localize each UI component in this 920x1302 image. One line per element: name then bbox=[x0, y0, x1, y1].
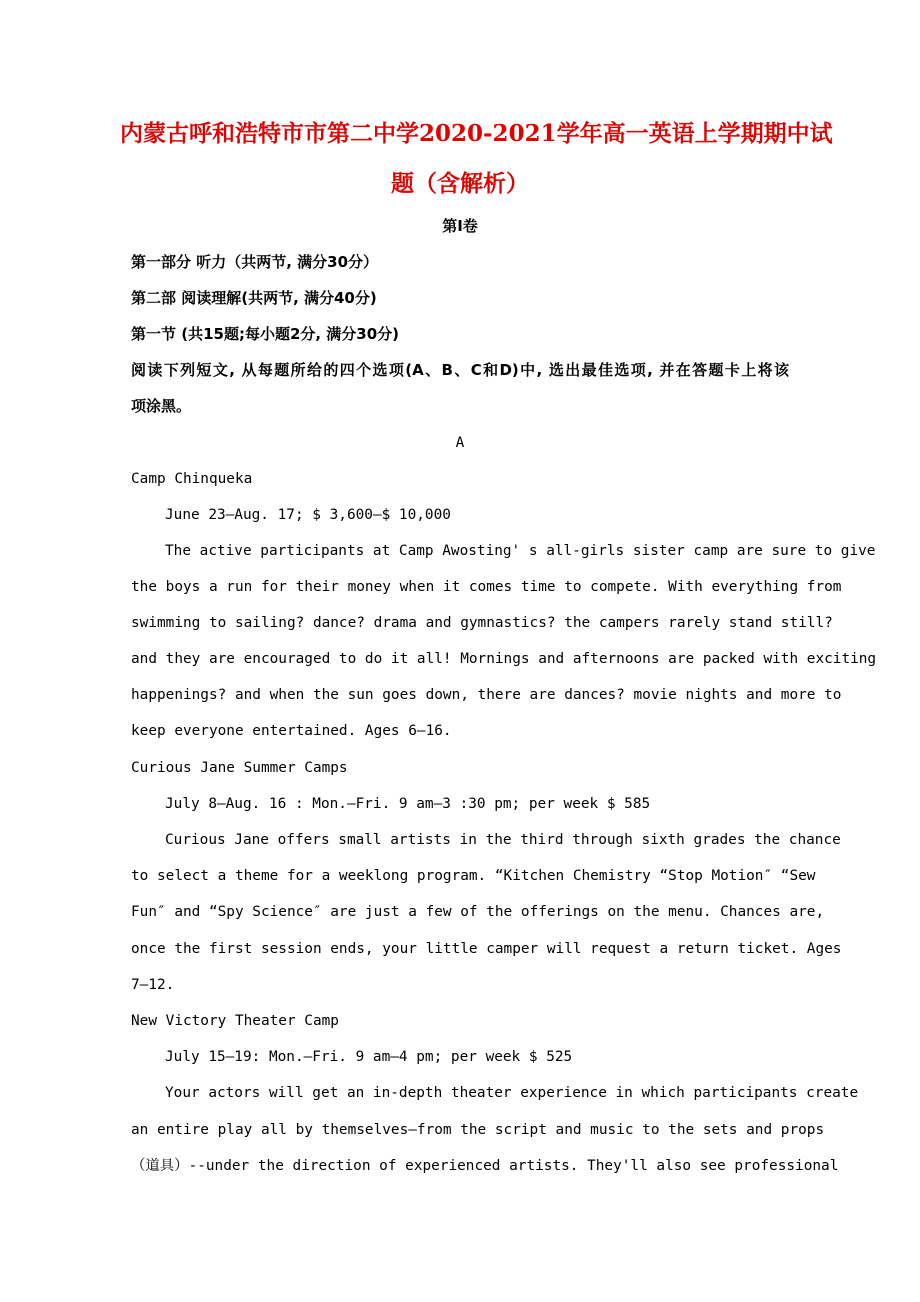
document-title-line-1: 内蒙古呼和浩特市市第二中学2020-2021学年高一英语上学期期中试 bbox=[120, 120, 833, 147]
section-1-heading: 第一节 (共15题;每小题2分, 满分30分) bbox=[131, 325, 400, 343]
camp-description-line: and they are encouraged to do it all! Mornings and afternoons are packed with exciting bbox=[131, 651, 877, 667]
camp-description-line: an entire play all by themselves—from the script and music to the sets and props bbox=[131, 1122, 825, 1138]
camp-description-line: swimming to sailing? dance? drama and gymnastics? the campers rarely stand still? bbox=[131, 615, 833, 631]
passage-label: A bbox=[455, 435, 465, 451]
camp-name: New Victory Theater Camp bbox=[131, 1013, 339, 1029]
camp-details: July 15—19: Mon.—Fri. 9 am—4 pm; per week $ 525 bbox=[165, 1049, 573, 1065]
camp-name: Curious Jane Summer Camps bbox=[131, 760, 348, 776]
camp-details: July 8—Aug. 16 : Mon.—Fri. 9 am—3 :30 pm; per week $ 585 bbox=[165, 796, 651, 812]
instructions-line-2: 项涂黑。 bbox=[131, 397, 192, 415]
part-1-heading: 第一部分 听力（共两节, 满分30分） bbox=[131, 253, 379, 271]
camp-details: June 23—Aug. 17; $ 3,600—$ 10,000 bbox=[165, 507, 451, 523]
camp-description-line: Curious Jane offers small artists in the third through sixth grades the chance bbox=[165, 832, 841, 848]
document-title-line-2: 题（含解析） bbox=[391, 170, 529, 197]
camp-description-line: （道具）--under the direction of experienced artists. They'll also see professional bbox=[131, 1158, 839, 1174]
camp-description-line: Fun″ and “Spy Science″ are just a few of the offerings on the menu. Chances are, bbox=[131, 904, 825, 920]
camp-description-line: the boys a run for their money when it comes time to compete. With everything from bbox=[131, 579, 842, 595]
camp-description-line: keep everyone entertained. Ages 6—16. bbox=[131, 723, 452, 739]
camp-description-line: Your actors will get an in-depth theater experience in which participants create bbox=[165, 1085, 859, 1101]
instructions-line-1: 阅读下列短文, 从每题所给的四个选项(A、B、C和D)中, 选出最佳选项, 并在答题卡上将该 bbox=[131, 361, 789, 379]
part-2-heading: 第二部 阅读理解(共两节, 满分40分) bbox=[131, 289, 377, 307]
volume-label: 第Ⅰ卷 bbox=[442, 217, 478, 235]
camp-description-line: once the first session ends, your little camper will request a return ticket. Ages bbox=[131, 941, 842, 957]
camp-name: Camp Chinqueka bbox=[131, 471, 253, 487]
camp-description-line: happenings? and when the sun goes down, there are dances? movie nights and more to bbox=[131, 687, 842, 703]
camp-description-line: to select a theme for a weeklong program. “Kitchen Chemistry “Stop Motion″ “Sew bbox=[131, 868, 816, 884]
camp-description-line: The active participants at Camp Awosting' s all-girls sister camp are sure to give bbox=[165, 543, 876, 559]
camp-description-line: 7—12. bbox=[131, 977, 175, 993]
